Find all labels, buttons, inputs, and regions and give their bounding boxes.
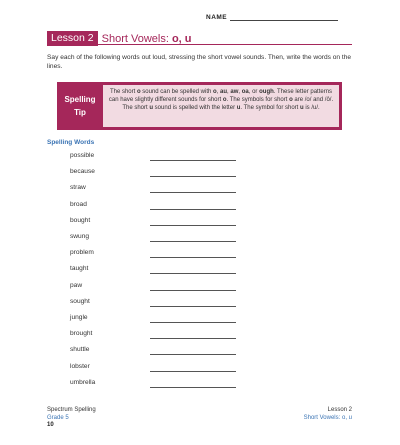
tip-bold: o — [213, 89, 217, 95]
tip-label-line2: Tip — [74, 108, 86, 117]
spelling-word: paw — [70, 281, 83, 289]
word-row — [0, 168, 400, 184]
spelling-word: because — [70, 168, 95, 176]
word-row — [0, 282, 400, 298]
tip-text-segment: . The symbol for short — [240, 105, 300, 111]
word-row — [0, 346, 400, 362]
word-row — [0, 265, 400, 281]
spelling-word: possible — [70, 152, 95, 159]
write-line[interactable] — [150, 387, 236, 388]
word-row — [0, 298, 400, 314]
spelling-word: taught — [70, 265, 89, 273]
tip-bold: oa — [241, 89, 249, 95]
spelling-tip-box — [57, 82, 342, 130]
write-line[interactable] — [150, 257, 236, 258]
tip-text-segment: , — [216, 89, 221, 95]
write-line[interactable] — [150, 354, 236, 355]
tip-text-segment: is /u/. — [303, 105, 320, 111]
spelling-word: brought — [70, 330, 93, 338]
tip-text-segment: , — [238, 89, 242, 95]
write-line[interactable] — [150, 338, 236, 339]
footer-left — [47, 407, 96, 430]
tip-bold: au — [220, 89, 228, 95]
tip-text-segment: sound is spelled with the letter — [153, 105, 237, 111]
footer-lesson-subtitle: Short Vowels: o, u — [303, 414, 352, 421]
word-row — [0, 217, 400, 233]
tip-bold: ough — [259, 89, 274, 95]
title-divider — [47, 44, 352, 45]
lesson-title — [102, 33, 192, 45]
word-row — [0, 201, 400, 217]
spelling-word: sought — [70, 297, 90, 305]
spelling-word: problem — [70, 249, 94, 257]
tip-label-line1: Spelling — [64, 95, 96, 104]
tip-text-segment: . The symbols for short — [226, 97, 290, 103]
lesson-title-letters: o, u — [171, 32, 192, 45]
tip-bold: u — [149, 105, 154, 111]
write-line[interactable] — [150, 290, 236, 291]
write-line[interactable] — [150, 306, 236, 307]
tip-text-segment: are /o/ and /ô/. The short — [122, 97, 334, 111]
lesson-title-text: Short Vowels: — [101, 32, 172, 45]
name-field-row — [206, 14, 338, 21]
write-line[interactable] — [150, 273, 236, 274]
word-row — [0, 379, 400, 395]
tip-text-segment: The short — [109, 89, 137, 95]
instructions-text: Say each of the following words out loud, stressing the short vowel sounds. Then, write the words on the lines. — [47, 54, 352, 70]
name-line — [230, 14, 338, 21]
write-line[interactable] — [150, 322, 236, 323]
tip-bold: o — [136, 89, 141, 95]
tip-text-segment: sound can be spelled with — [140, 89, 214, 95]
tip-bold: u — [236, 105, 241, 111]
footer-book-title: Spectrum Spelling — [47, 407, 96, 413]
word-row — [0, 184, 400, 200]
footer-lesson: Lesson 2 — [327, 407, 352, 413]
tip-bold: o — [289, 97, 293, 103]
spelling-words-heading: Spelling Words — [47, 139, 95, 146]
lesson-tag: Lesson 2 — [47, 31, 98, 46]
tip-bold: o — [222, 97, 227, 103]
tip-text-segment: , or — [248, 89, 260, 95]
write-line[interactable] — [150, 241, 236, 242]
write-line[interactable] — [150, 209, 236, 210]
name-label: NAME — [206, 14, 228, 21]
footer-grade: Grade 5 — [47, 414, 69, 421]
tip-bold: aw — [230, 89, 239, 95]
spelling-word: lobster — [70, 362, 90, 370]
spelling-word: bought — [70, 216, 91, 224]
write-line[interactable] — [150, 225, 236, 226]
spelling-word: broad — [70, 200, 87, 208]
tip-bold: u — [299, 105, 304, 111]
word-row — [0, 249, 400, 265]
write-line[interactable] — [150, 371, 236, 372]
spelling-word: jungle — [70, 314, 88, 321]
spelling-tip-text — [103, 85, 339, 127]
word-row — [0, 363, 400, 379]
spelling-tip-label — [57, 82, 103, 130]
word-row — [0, 314, 400, 330]
spelling-word: shuttle — [70, 346, 90, 354]
footer-right — [252, 407, 352, 422]
word-row — [0, 330, 400, 346]
spelling-word: umbrella — [70, 378, 96, 386]
tip-text-segment: , — [227, 89, 231, 95]
write-line[interactable] — [150, 176, 236, 177]
tip-text-segment: . These letter patterns can have slightly different sounds for short — [108, 89, 333, 103]
write-line[interactable] — [150, 192, 236, 193]
word-row — [0, 152, 400, 168]
spelling-word: swung — [70, 233, 90, 240]
word-row — [0, 233, 400, 249]
page-number: 10 — [47, 422, 54, 428]
write-line[interactable] — [150, 160, 236, 161]
spelling-word: straw — [70, 184, 86, 192]
